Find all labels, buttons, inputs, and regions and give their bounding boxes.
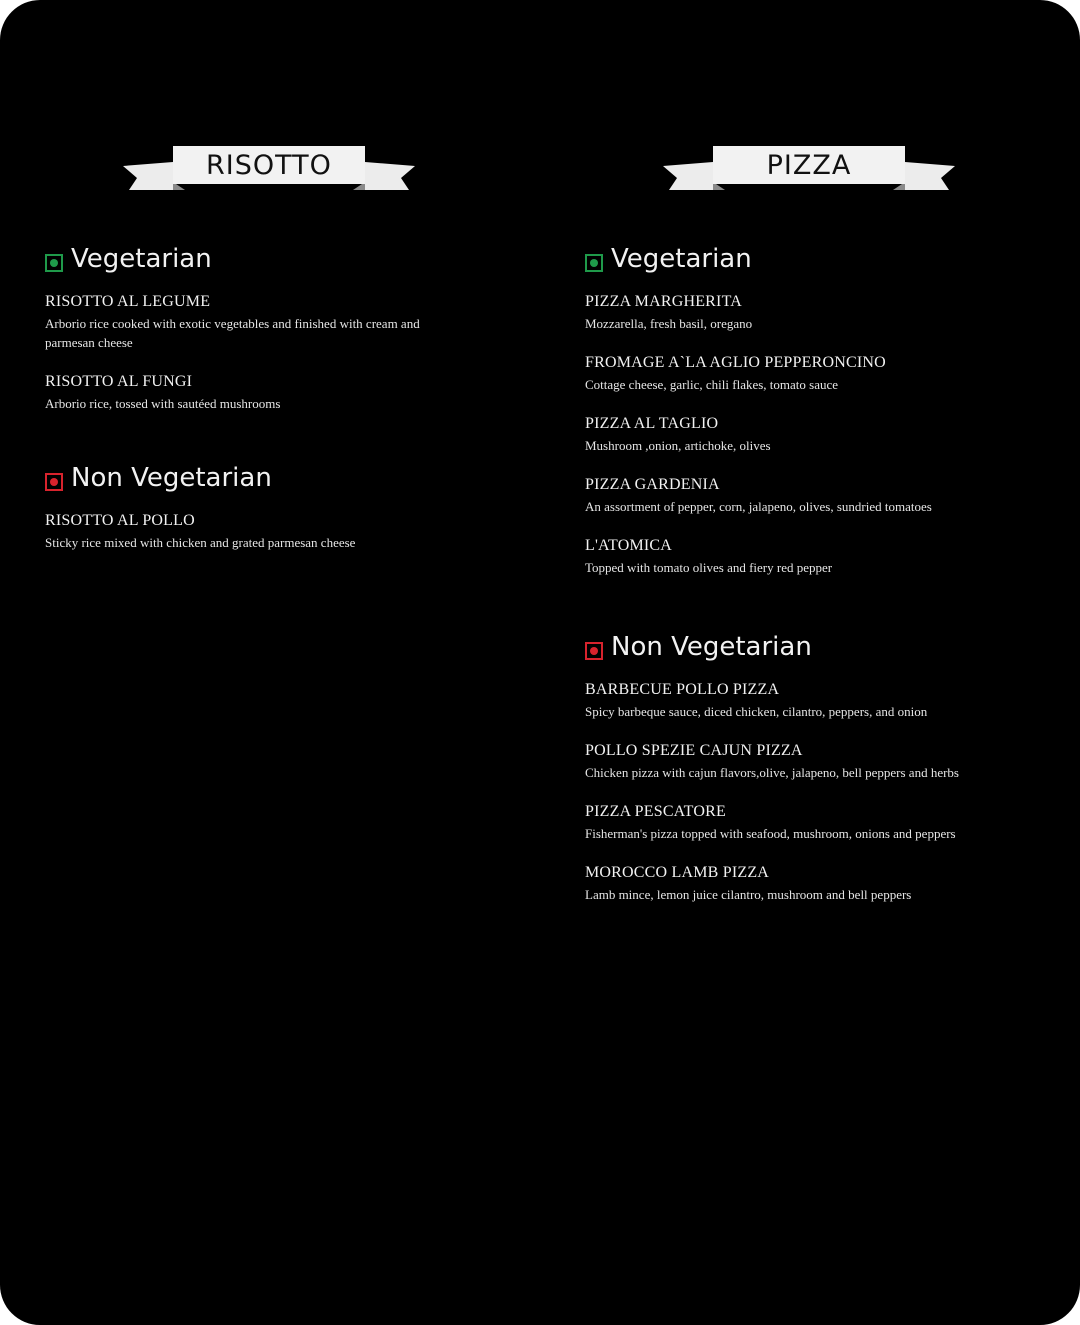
menu-item: [585, 863, 1080, 904]
risotto-nonveg-heading: Non Vegetarian: [71, 463, 272, 493]
menu-item: [585, 741, 1080, 782]
menu-item: [585, 475, 1080, 516]
item-description: Cottage cheese, garlic, chili flakes, tomato sauce: [585, 377, 839, 392]
risotto-veg-header: [45, 244, 545, 282]
item-name: RISOTTO AL LEGUME: [45, 293, 211, 310]
menu-item: [585, 353, 1080, 394]
risotto-veg-heading: Vegetarian: [71, 244, 212, 274]
item-description: Spicy barbeque sauce, diced chicken, cilantro, peppers, and onion: [585, 704, 928, 719]
pizza-nonveg-heading: Non Vegetarian: [611, 632, 812, 662]
item-description: Fisherman's pizza topped with seafood, mushroom, onions and peppers: [585, 826, 956, 841]
menu-item: [45, 511, 545, 552]
item-name: L'ATOMICA: [585, 537, 673, 554]
menu-item: [585, 414, 1080, 455]
risotto-banner: [123, 146, 415, 192]
item-name: BARBECUE POLLO PIZZA: [585, 681, 780, 698]
risotto-nonveg-section: [45, 463, 545, 572]
item-description: Topped with tomato olives and fiery red pepper: [585, 560, 833, 575]
item-description: Arborio rice, tossed with sautéed mushrooms: [45, 396, 281, 411]
item-name: RISOTTO AL POLLO: [45, 512, 195, 529]
item-description: Sticky rice mixed with chicken and grated parmesan cheese: [45, 535, 356, 550]
veg-square-icon: [45, 254, 63, 272]
menu-item: [585, 292, 1080, 333]
pizza-nonveg-header: [585, 632, 1080, 670]
pizza-veg-section: [585, 244, 1080, 597]
item-name: FROMAGE A`LA AGLIO PEPPERONCINO: [585, 354, 886, 371]
item-name: PIZZA AL TAGLIO: [585, 415, 719, 432]
item-name: RISOTTO AL FUNGI: [45, 373, 193, 390]
risotto-veg-section: [45, 244, 545, 433]
pizza-nonveg-section: [585, 632, 1080, 924]
nonveg-square-icon: [45, 473, 63, 491]
item-description: An assortment of pepper, corn, jalapeno, olives, sundried tomatoes: [585, 499, 932, 514]
menu-item: [585, 802, 1080, 843]
item-name: PIZZA GARDENIA: [585, 476, 720, 493]
veg-square-icon: [585, 254, 603, 272]
menu-item: [585, 680, 1080, 721]
item-name: PIZZA PESCATORE: [585, 803, 726, 820]
risotto-nonveg-header: [45, 463, 545, 501]
item-description: Mushroom ,onion, artichoke, olives: [585, 438, 771, 453]
item-description: Chicken pizza with cajun flavors,olive, jalapeno, bell peppers and herbs: [585, 765, 959, 780]
nonveg-square-icon: [585, 642, 603, 660]
item-description: Mozzarella, fresh basil, oregano: [585, 316, 753, 331]
menu-item: [45, 372, 545, 413]
menu-item: [45, 292, 545, 352]
pizza-veg-heading: Vegetarian: [611, 244, 752, 274]
risotto-title: RISOTTO: [206, 150, 332, 181]
pizza-banner: [663, 146, 955, 192]
menu-item: [585, 536, 1080, 577]
item-name: MOROCCO LAMB PIZZA: [585, 864, 770, 881]
item-description: Arborio rice cooked with exotic vegetables and finished with cream and parmesan cheese: [45, 316, 420, 350]
pizza-title: PIZZA: [766, 150, 852, 181]
pizza-veg-header: [585, 244, 1080, 282]
item-name: POLLO SPEZIE CAJUN PIZZA: [585, 742, 803, 759]
item-name: PIZZA MARGHERITA: [585, 293, 743, 310]
item-description: Lamb mince, lemon juice cilantro, mushroom and bell peppers: [585, 887, 912, 902]
